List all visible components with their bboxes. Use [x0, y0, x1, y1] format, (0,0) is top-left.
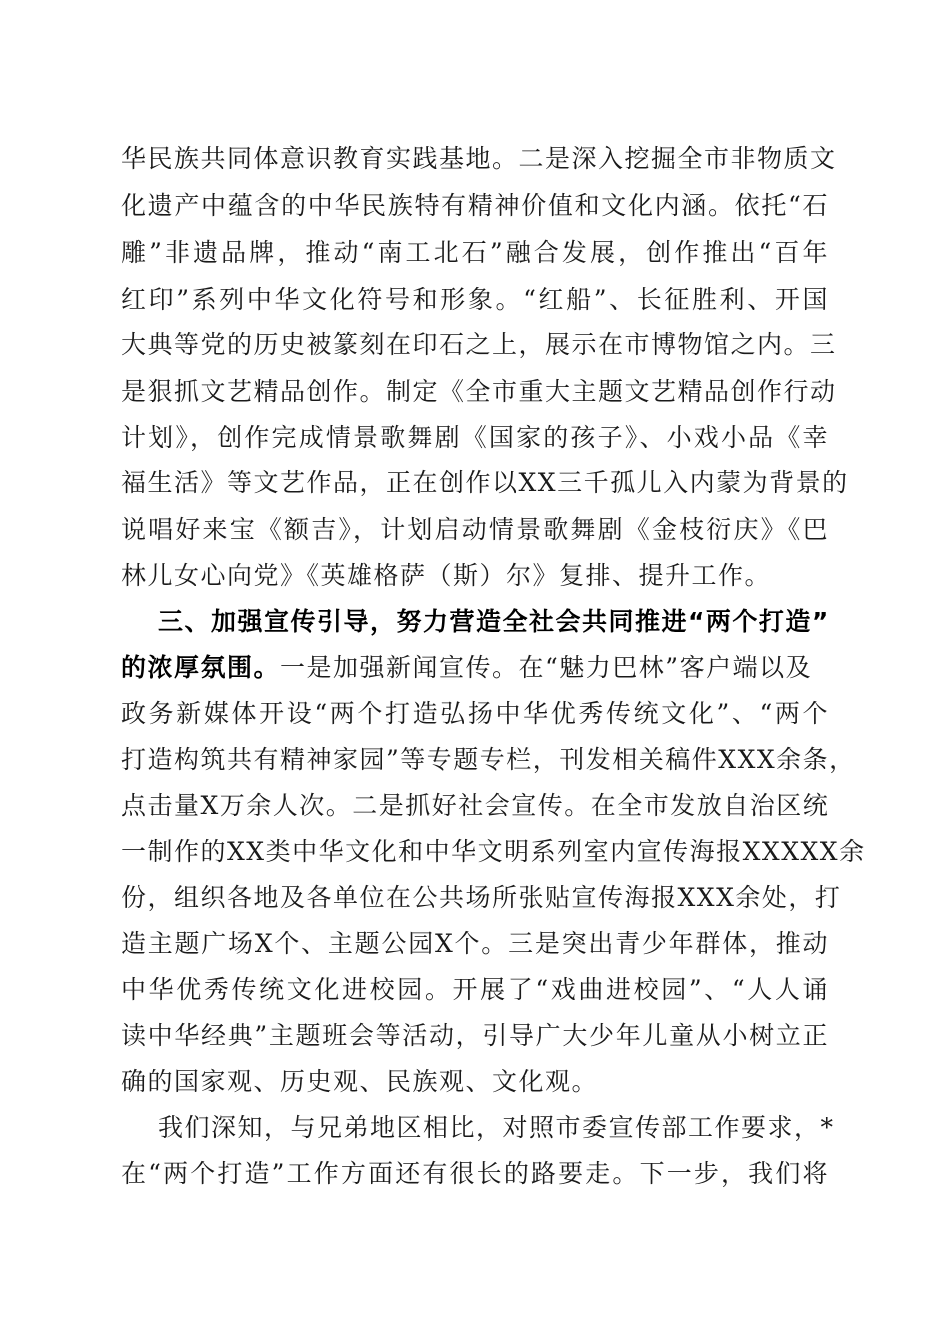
section-heading: 三、加强宣传引导，努力营造全社会共同推进“两个打造”	[158, 607, 830, 636]
body-text-line: 中华优秀传统文化进校园。开展了“戏曲进校园”、“人人诵	[121, 975, 829, 1004]
body-text-line: 在“两个打造”工作方面还有很长的路要走。下一步，我们将	[121, 1159, 829, 1188]
body-text-line: 一制作的XX类中华文化和中华文明系列室内宣传海报XXXXX余	[121, 837, 866, 866]
body-text-line: 确的国家观、历史观、民族观、文化观。	[121, 1067, 599, 1096]
body-text-line: 政务新媒体开设“两个打造弘扬中华优秀传统文化”、“两个	[121, 699, 829, 728]
body-text-line: 雕”非遗品牌，推动“南工北石”融合发展，创作推出“百年	[121, 238, 829, 267]
body-text-line: 大典等党的历史被篆刻在印石之上，展示在市博物馆之内。三	[121, 330, 837, 359]
body-text-line: 福生活》等文艺作品，正在创作以XX三千孤儿入内蒙为背景的	[121, 468, 849, 497]
body-text-line: 点击量X万余人次。二是抓好社会宣传。在全市发放自治区统	[121, 791, 830, 820]
body-text-line: 林儿女心向党》《英雄格萨（斯）尔》复排、提升工作。	[121, 561, 772, 590]
section-heading-continuation	[121, 648, 829, 688]
body-text-line: 说唱好来宝《额吉》，计划启动情景歌舞剧《金枝衍庆》《巴	[121, 515, 829, 544]
body-text-line: 是狠抓文艺精品创作。制定《全市重大主题文艺精品创作行动	[121, 377, 837, 406]
body-text-line: 读中华经典”主题班会等活动，引导广大少年儿童从小树立正	[121, 1021, 829, 1050]
body-text-line: 我们深知，与兄弟地区相比，对照市委宣传部工作要求，*	[158, 1113, 835, 1142]
body-text-line: 份，组织各地及各单位在公共场所张贴宣传海报XXX余处，打	[121, 883, 842, 912]
section-heading-tail: 的浓厚氛围。	[121, 653, 281, 682]
body-text-line: 化遗产中蕴含的中华民族特有精神价值和文化内涵。依托“石	[121, 191, 829, 220]
body-text-segment: 一是加强新闻宣传。在“魅力巴林”客户端以及	[280, 653, 813, 682]
body-text-line: 红印”系列中华文化符号和形象。“红船”、长征胜利、开国	[121, 285, 829, 314]
body-text-line: 打造构筑共有精神家园”等专题专栏，刊发相关稿件XXX余条，	[121, 745, 856, 774]
body-text-line: 计划》，创作完成情景歌舞剧《国家的孩子》、小戏小品《幸	[121, 423, 829, 452]
body-text-line: 华民族共同体意识教育实践基地。二是深入挖掘全市非物质文	[121, 144, 837, 173]
body-text-line: 造主题广场X个、主题公园X个。三是突出青少年群体，推动	[121, 929, 829, 958]
